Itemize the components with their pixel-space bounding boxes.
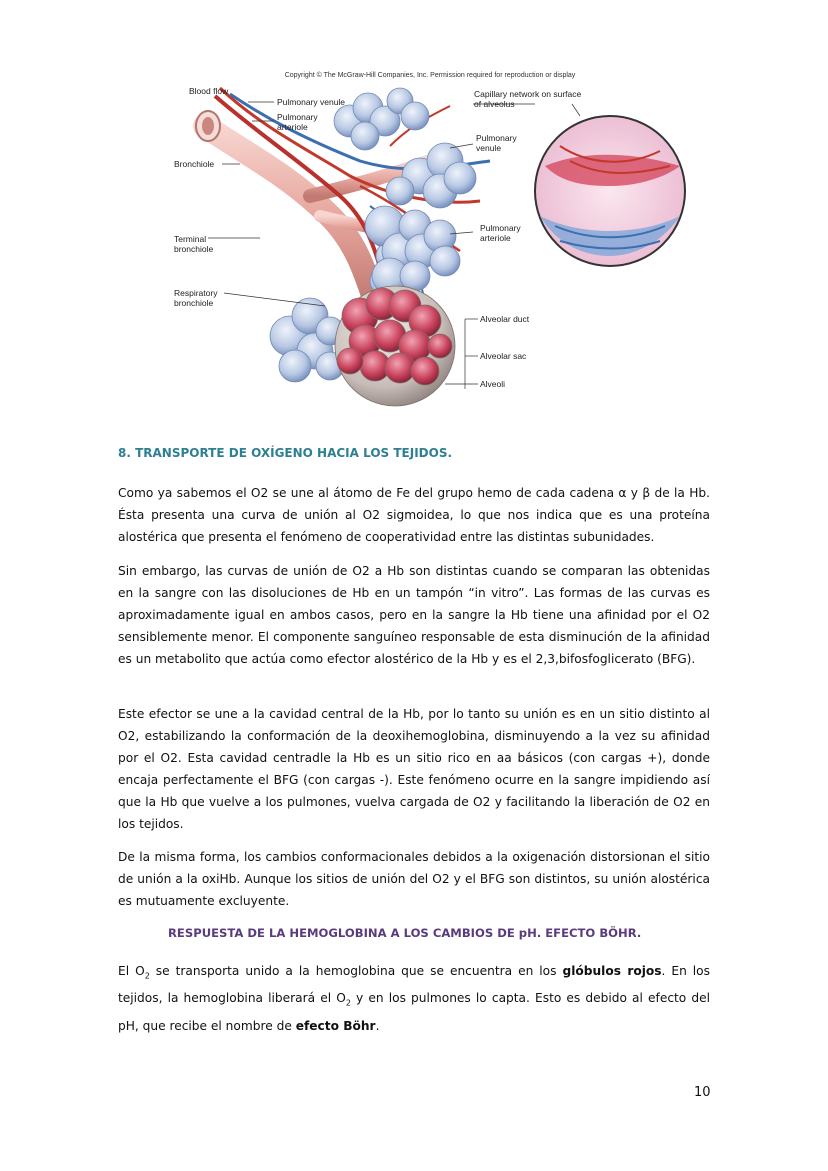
p5-b: se transporta unido a la hemoglobina que se encuentra en los [149, 964, 563, 978]
label-pulmonary-arteriole-right: Pulmonary arteriole [480, 223, 521, 243]
paragraph-2: Sin embargo, las curvas de unión de O2 a Hb son distintas cuando se comparan las obtenidas en la sangre con las disoluciones de Hb en un tampón “in vitro”. Las formas de las curvas es aproximadamente igual en ambos casos, pero en la sangre la Hb tiene una afinidad por el O2 sensiblemente menor. El componente sanguíneo responsable de esta disminución de la afinidad es un metabolito que actúa como efector alostérico de la Hb y es el 2,3,bifosfoglicerato (BFG). [118, 564, 710, 666]
p5-sub1: 2 [144, 971, 150, 981]
label-alveolar-duct: Alveolar duct [480, 314, 530, 324]
p5-e: . [375, 1018, 380, 1033]
capillary-magnified-view [535, 116, 685, 266]
section-heading: 8. TRANSPORTE DE OXÍGENO HACIA LOS TEJIDOS. [118, 446, 453, 460]
paragraph-1: Como ya sabemos el O2 se une al átomo de Fe del grupo hemo de cada cadena α y β de la Hb. Ésta presenta una curva de unión al O2 sigmoidea, lo que nos indica que es una proteína alostérica que presenta el fenómeno de cooperatividad entre las distintas subunidades. [118, 486, 710, 544]
label-alveoli: Alveoli [480, 379, 506, 389]
label-bronchiole: Bronchiole [174, 159, 215, 169]
p5-d: y en los pulmones lo capta. Esto es debido al efecto del pH, que recibe el nombre de [118, 991, 711, 1033]
subsection-heading: RESPUESTA DE LA HEMOGLOBINA A LOS CAMBIOS DE pH. EFECTO BÖHR. [168, 926, 642, 940]
paragraph-5 [118, 960, 710, 1037]
label-pulmonary-venule-top: Pulmonary venule [277, 97, 346, 107]
paragraph-4: De la misma forma, los cambios conformacionales debidos a la oxigenación distorsionan el sitio de unión a la oxiHb. Aunque los sitios de unión del O2 y el BFG son distintos, su unión alostérica es mutuamente excluyente. [118, 850, 710, 908]
p5-bold-globulos: glóbulos rojos [562, 964, 662, 978]
p5-bold-efecto-bohr: efecto Böhr [295, 1018, 376, 1033]
lung-alveoli-figure [160, 66, 700, 418]
p5-a: El O [118, 964, 145, 978]
alveoli-illustration [160, 66, 700, 418]
alveolar-sac [335, 286, 455, 406]
label-terminal-bronchiole: Terminal bronchiole [174, 234, 214, 254]
label-respiratory-bronchiole: Respiratory bronchiole [174, 288, 218, 308]
figure-copyright: Copyright © The McGraw-Hill Companies, Inc. Permission required for reproduction or display [284, 72, 576, 79]
p5-sub2: 2 [345, 998, 351, 1008]
label-capillary-network: Capillary network on surface of alveolus [474, 89, 582, 109]
label-blood-flow: Blood flow [189, 86, 229, 96]
label-pulmonary-arteriole-top: Pulmonary arteriole [277, 112, 318, 132]
page-number: 10 [694, 1085, 711, 1100]
p5-c: . En los tejidos, la hemoglobina liberará el O [118, 964, 710, 1006]
paragraph-3: Este efector se une a la cavidad central de la Hb, por lo tanto su unión es en un sitio distinto al O2, estabilizando la conformación de la deoxihemoglobina, disminuyendo a la vez su afinidad por el O2. Esta cavidad centradle la Hb es un sitio rico en aa básicos (con cargas +), donde encaja perfectamente el BFG (con cargas -). Este fenómeno ocurre en la sangre impidiendo así que la Hb que vuelve a los pulmones, vuelva cargada de O2 y facilitando la liberación de O2 en los tejidos. [118, 707, 710, 831]
label-alveolar-sac: Alveolar sac [480, 351, 527, 361]
label-pulmonary-venule-right: Pulmonary venule [476, 133, 517, 153]
